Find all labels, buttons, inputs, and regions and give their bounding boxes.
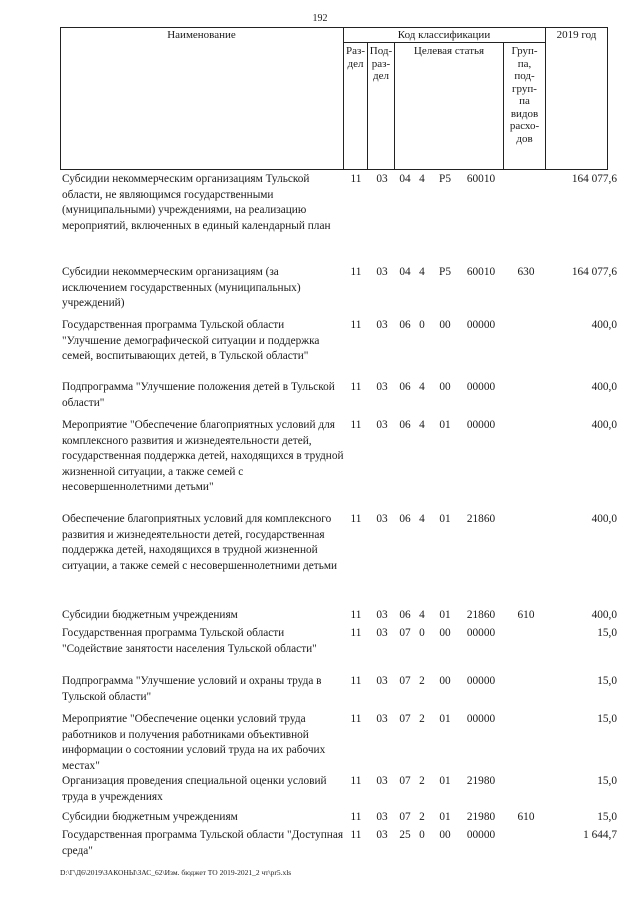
row-cell-g: 610 <box>517 609 535 621</box>
row-cell-p: 03 <box>376 775 388 787</box>
row-cell-cs4: 60010 <box>466 173 496 185</box>
row-name: Обеспечение благоприятных условий для комплексного развития и жизнедеятельности детей, государственная поддержка детей, находящихся в трудной жизненной ситуации, а также семей с несовершеннолетними детьми <box>62 513 338 572</box>
row-cell-cs3: P5 <box>439 266 451 278</box>
row-cell-cs4: 00000 <box>466 713 496 725</box>
row-cell-cs3: P5 <box>439 173 451 185</box>
row-name: Подпрограмма "Улучшение условий и охраны труда в Тульской области" <box>62 675 322 703</box>
row-cell-r: 11 <box>350 829 362 841</box>
row-cell-cs1: 07 <box>399 811 411 823</box>
row-cell-p: 03 <box>376 609 388 621</box>
row-name: Мероприятие "Обеспечение оценки условий труда работников и получения работниками объективной информации о состоянии условий труда на их рабочих местах" <box>62 713 326 772</box>
row-cell-r: 11 <box>350 266 362 278</box>
row-cell-cs1: 04 <box>399 266 411 278</box>
row-cell-s: 15,0 <box>597 775 617 787</box>
row-cell-p: 03 <box>376 381 388 393</box>
row-cell-cs2: 4 <box>419 419 425 431</box>
row-cell-cs3: 00 <box>439 829 451 841</box>
row-cell-cs4: 00000 <box>466 419 496 431</box>
row-name: Мероприятие "Обеспечение благоприятных условий для комплексного развития и жизнедеятельности детей, государственная поддержка детей, находящихся в трудной жизненной ситуации, а также семей с несовершеннолетними детьми" <box>62 419 344 494</box>
row-cell-p: 03 <box>376 675 388 687</box>
row-cell-s: 164 077,6 <box>571 173 617 185</box>
row-cell-s: 15,0 <box>597 713 617 725</box>
row-cell-cs2: 4 <box>419 173 425 185</box>
row-name: Государственная программа Тульской области "Содействие занятости населения Тульской области" <box>62 627 317 655</box>
row-cell-cs2: 4 <box>419 266 425 278</box>
row-cell-cs3: 01 <box>439 513 451 525</box>
header-podrazdel: Под- раз- дел <box>369 45 393 82</box>
row-cell-cs3: 01 <box>439 713 451 725</box>
row-cell-cs2: 0 <box>419 829 425 841</box>
row-cell-r: 11 <box>350 675 362 687</box>
row-cell-s: 164 077,6 <box>571 266 617 278</box>
row-name: Государственная программа Тульской области "Доступная среда" <box>62 829 344 857</box>
row-cell-r: 11 <box>350 627 362 639</box>
row-cell-p: 03 <box>376 627 388 639</box>
row-cell-cs3: 00 <box>439 381 451 393</box>
row-cell-cs2: 2 <box>419 775 425 787</box>
row-cell-cs1: 04 <box>399 173 411 185</box>
row-cell-cs4: 60010 <box>466 266 496 278</box>
row-cell-cs3: 00 <box>439 675 451 687</box>
row-cell-r: 11 <box>350 319 362 331</box>
row-cell-s: 15,0 <box>597 675 617 687</box>
row-cell-s: 400,0 <box>591 609 617 621</box>
row-cell-cs4: 00000 <box>466 627 496 639</box>
header-razdel: Раз- дел <box>345 45 365 70</box>
row-cell-p: 03 <box>376 829 388 841</box>
header-code-group: Код классификации <box>397 29 491 41</box>
header-gruppa: Груп- па, под- груп- па видов расхо- дов <box>509 45 540 145</box>
row-cell-cs1: 06 <box>399 513 411 525</box>
row-name: Организация проведения специальной оценки условий труда в учреждениях <box>62 775 327 803</box>
table-header <box>60 27 608 170</box>
row-cell-cs2: 2 <box>419 811 425 823</box>
row-cell-cs2: 0 <box>419 319 425 331</box>
row-cell-cs2: 4 <box>419 609 425 621</box>
row-cell-cs4: 21980 <box>466 775 496 787</box>
header-divider <box>343 42 545 43</box>
row-cell-cs2: 4 <box>419 513 425 525</box>
row-name: Субсидии бюджетным учреждениям <box>62 811 238 823</box>
file-path-footer: D:\Г\Д6\2019\ЗАКОНЫ\ЗАС_62\Изм. бюджет ТО 2019-2021_2 чт\pr5.xls <box>60 868 292 877</box>
row-cell-cs1: 06 <box>399 381 411 393</box>
row-cell-g: 610 <box>517 811 535 823</box>
row-cell-cs3: 01 <box>439 811 451 823</box>
row-cell-cs3: 01 <box>439 775 451 787</box>
row-cell-r: 11 <box>350 173 362 185</box>
row-cell-s: 15,0 <box>597 627 617 639</box>
row-cell-cs3: 00 <box>439 319 451 331</box>
row-cell-cs3: 01 <box>439 609 451 621</box>
page-number: 192 <box>312 13 328 24</box>
row-cell-r: 11 <box>350 513 362 525</box>
row-cell-r: 11 <box>350 381 362 393</box>
row-cell-p: 03 <box>376 513 388 525</box>
header-name: Наименование <box>167 29 236 41</box>
row-cell-s: 400,0 <box>591 319 617 331</box>
row-cell-cs4: 00000 <box>466 319 496 331</box>
header-celevaya: Целевая статья <box>413 45 485 57</box>
row-cell-s: 400,0 <box>591 419 617 431</box>
row-cell-cs2: 4 <box>419 381 425 393</box>
row-name: Субсидии некоммерческим организациям (за исключением государственных (муниципальных) учреждений) <box>62 266 301 310</box>
header-divider <box>394 42 395 170</box>
row-name: Субсидии бюджетным учреждениям <box>62 609 238 621</box>
row-cell-cs4: 00000 <box>466 381 496 393</box>
row-cell-cs3: 00 <box>439 627 451 639</box>
row-cell-g: 630 <box>517 266 535 278</box>
row-cell-cs4: 21980 <box>466 811 496 823</box>
row-cell-cs1: 06 <box>399 609 411 621</box>
row-cell-s: 1 644,7 <box>583 829 617 841</box>
row-cell-cs4: 00000 <box>466 675 496 687</box>
row-cell-cs1: 07 <box>399 627 411 639</box>
row-cell-cs1: 25 <box>399 829 411 841</box>
row-cell-cs1: 07 <box>399 675 411 687</box>
row-cell-cs1: 07 <box>399 775 411 787</box>
row-cell-p: 03 <box>376 266 388 278</box>
row-cell-cs4: 21860 <box>466 609 496 621</box>
row-cell-cs4: 21860 <box>466 513 496 525</box>
row-name: Государственная программа Тульской области "Улучшение демографической ситуации и поддержка семей, воспитывающих детей, в Тульской области" <box>62 319 320 363</box>
row-cell-cs1: 06 <box>399 419 411 431</box>
row-cell-p: 03 <box>376 713 388 725</box>
row-cell-s: 15,0 <box>597 811 617 823</box>
row-cell-r: 11 <box>350 713 362 725</box>
row-cell-cs1: 06 <box>399 319 411 331</box>
row-cell-cs1: 07 <box>399 713 411 725</box>
row-cell-cs3: 01 <box>439 419 451 431</box>
row-cell-p: 03 <box>376 811 388 823</box>
row-cell-cs4: 00000 <box>466 829 496 841</box>
row-cell-s: 400,0 <box>591 381 617 393</box>
row-cell-p: 03 <box>376 419 388 431</box>
row-cell-cs2: 2 <box>419 675 425 687</box>
row-cell-r: 11 <box>350 811 362 823</box>
header-divider <box>545 27 546 170</box>
row-cell-cs2: 0 <box>419 627 425 639</box>
row-cell-r: 11 <box>350 419 362 431</box>
row-name: Подпрограмма "Улучшение положения детей в Тульской области" <box>62 381 335 409</box>
row-cell-cs2: 2 <box>419 713 425 725</box>
row-cell-p: 03 <box>376 173 388 185</box>
row-cell-p: 03 <box>376 319 388 331</box>
row-cell-r: 11 <box>350 609 362 621</box>
row-name: Субсидии некоммерческим организациям Тульской области, не являющимся государственными (муниципальными) учреждениями, на реализацию мероприятий, включенных в единый календарный план <box>62 173 331 232</box>
row-cell-s: 400,0 <box>591 513 617 525</box>
header-year: 2019 год <box>556 29 597 41</box>
row-cell-r: 11 <box>350 775 362 787</box>
